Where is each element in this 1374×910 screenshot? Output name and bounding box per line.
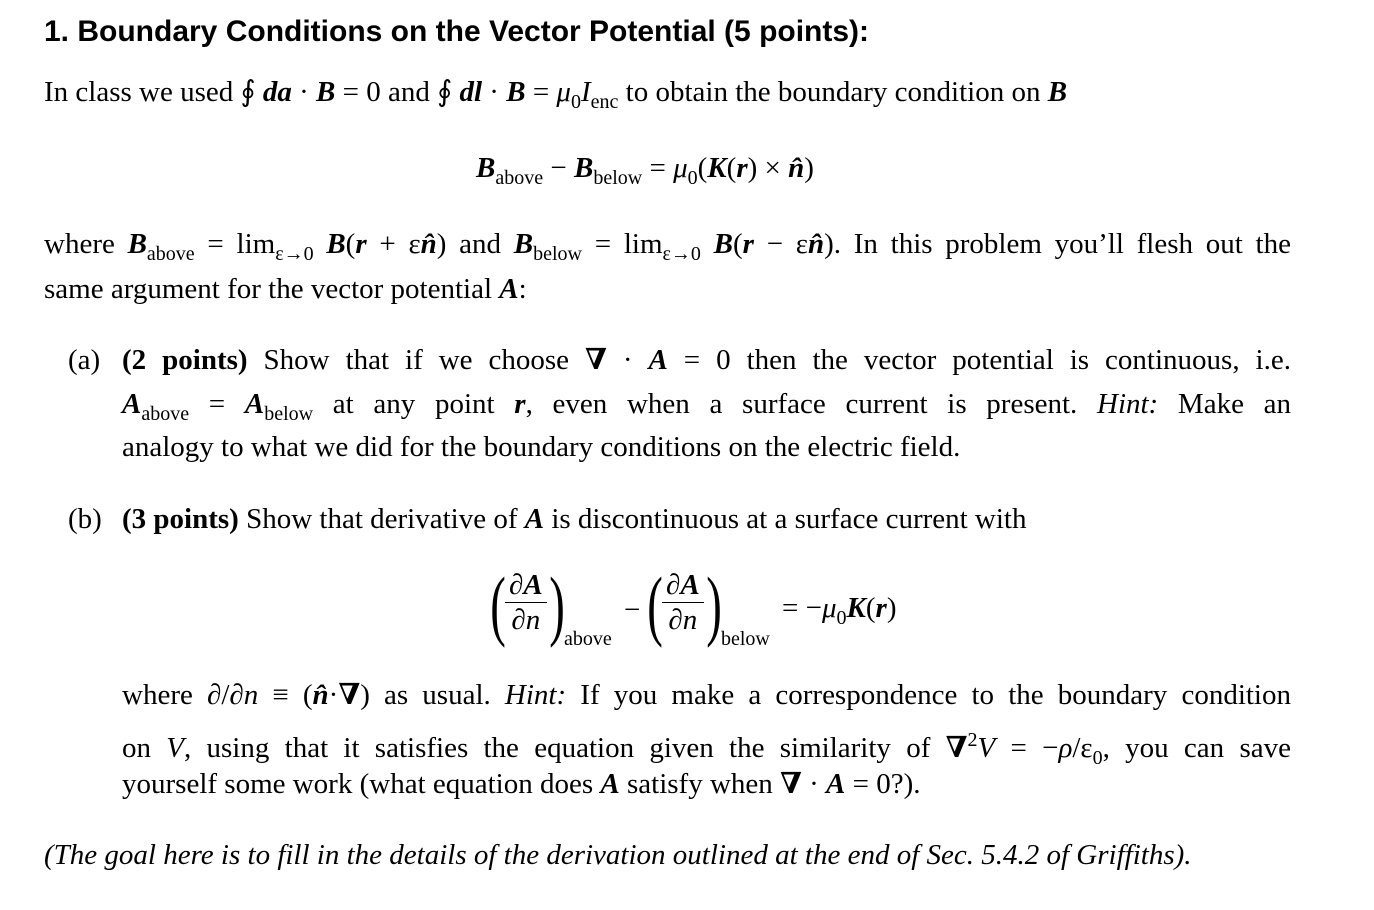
text-segment: r (875, 592, 887, 624)
part-b-line-4 (122, 764, 921, 804)
text-segment: B (127, 228, 147, 260)
text-segment: at any point (313, 388, 515, 420)
text-segment: ρ (1058, 732, 1073, 764)
text-segment: ( (726, 152, 737, 184)
text-segment: ( (733, 228, 743, 260)
part-b-line-2 (122, 675, 1291, 715)
text-segment: ) (804, 152, 814, 184)
text-segment: r (514, 388, 526, 420)
text-segment: r (355, 228, 367, 260)
text-segment: Hint: (504, 679, 567, 711)
text-segment: ( (865, 592, 876, 624)
text-segment: above (141, 403, 190, 425)
text-segment: ( (697, 152, 708, 184)
subscript-below: below (721, 628, 770, 650)
text-segment: ∇ (338, 679, 361, 711)
text-segment: = 0 then the vector potential is continuous, i.e. (667, 344, 1291, 376)
part-a-line-2 (122, 384, 1291, 424)
text-segment: = (642, 152, 674, 184)
text-segment: · (291, 76, 317, 108)
text-segment: Make an (1158, 388, 1292, 420)
text-segment: ∮ (240, 76, 263, 108)
text-segment: · (606, 344, 649, 376)
text-segment: Show that if we choose (247, 344, 585, 376)
text-segment: is discontinuous at a surface current with (544, 503, 1027, 535)
text-segment: , even when a surface current is present. (525, 388, 1097, 420)
text-segment: n (243, 679, 259, 711)
numerator: ∂A (505, 568, 547, 603)
text-segment: , you can save (1102, 732, 1291, 764)
text-segment: to obtain the boundary condition on (618, 76, 1048, 108)
text-segment: 0 (570, 91, 581, 113)
text-segment: satisfy when (619, 768, 781, 800)
text-segment: yourself some work (what equation does (122, 768, 601, 800)
text-segment: : (518, 273, 527, 305)
denominator: ∂n (668, 604, 698, 636)
text-segment: n̂ (420, 228, 437, 260)
text-segment: ∇ (780, 768, 802, 800)
text-segment: = lim (582, 228, 663, 260)
part-a-line-1 (122, 340, 1291, 380)
text-segment: ). In this problem you’ll flesh out the (824, 228, 1291, 260)
text-segment: μ (821, 592, 837, 624)
text-segment: Show that derivative of (238, 503, 525, 535)
text-segment: A (122, 388, 142, 420)
text-segment: · (328, 679, 339, 711)
text-segment: analogy to what we did for the boundary conditions on the electric field. (122, 431, 961, 463)
text-segment: − (543, 152, 574, 184)
text-segment: enc (590, 91, 619, 113)
minus-sign: − (624, 594, 641, 626)
text-segment: ε→0 (662, 243, 701, 265)
text-segment: = − (782, 592, 822, 624)
part-b-label: (b) (68, 503, 102, 535)
part-a-line-3 (122, 427, 960, 467)
footer-note: (The goal here is to fill in the details of the derivation outlined at the end of Sec. 5.4.2 of Griffiths). (44, 839, 1192, 871)
text-segment: B (573, 152, 594, 184)
equation-rhs (782, 588, 897, 628)
boundary-equation-b (476, 148, 814, 188)
subscript-above: above (564, 628, 612, 650)
text-segment: B (506, 76, 526, 108)
text-segment: n̂ (312, 679, 329, 711)
text-segment: 0 (836, 607, 847, 629)
text-segment: same argument for the vector potential (44, 273, 500, 305)
text-segment: ( (345, 228, 356, 260)
text-segment: below (533, 243, 583, 265)
text-segment: B (513, 228, 534, 260)
text-segment: ) and (436, 228, 514, 260)
text-segment: = 0?). (845, 768, 921, 800)
text-segment: r (742, 228, 754, 260)
text-segment: B (1047, 76, 1068, 108)
text-segment: + ε (366, 228, 421, 260)
text-segment: (3 points) (122, 503, 239, 535)
text-segment: K (707, 152, 727, 184)
text-segment: = − (995, 732, 1059, 764)
text-segment: B (713, 228, 733, 260)
text-segment: ∮ (437, 76, 460, 108)
text-segment (701, 228, 714, 260)
text-segment: where (44, 228, 128, 260)
text-segment: K (846, 592, 866, 624)
text-segment: below (593, 167, 643, 189)
right-paren: ) (706, 561, 722, 648)
right-paren: ) (549, 561, 565, 648)
text-segment (314, 228, 327, 260)
text-segment: n̂ (807, 228, 825, 260)
text-segment: ε→0 (275, 243, 314, 265)
numerator: ∂A (662, 568, 704, 603)
part-b-line-3 (122, 720, 1291, 769)
text-segment: V (166, 732, 184, 764)
text-segment: on (122, 732, 167, 764)
text-segment: 2 (967, 729, 978, 751)
text-segment: B (476, 152, 496, 184)
problem-title: 1. Boundary Conditions on the Vector Potential (5 points): (44, 15, 870, 48)
text-segment: · (801, 768, 827, 800)
intro-line-3 (44, 224, 1291, 264)
text-segment: Hint: (1097, 388, 1159, 420)
text-segment: μ (673, 152, 688, 184)
denominator: ∂n (511, 604, 541, 636)
text-segment: da (262, 76, 292, 108)
text-segment: A (524, 503, 545, 535)
fraction-above (505, 568, 547, 637)
text-segment: ) (886, 592, 897, 624)
text-segment: · (482, 76, 507, 108)
text-segment: If you make a correspondence to the boundary condition (566, 679, 1291, 711)
text-segment: , using that it satisfies the equation given the similarity of (184, 732, 946, 764)
text-segment: A (499, 273, 519, 305)
text-segment: V (977, 732, 996, 764)
fraction-below (662, 568, 704, 637)
text-segment: − ε (753, 228, 808, 260)
text-segment: A (600, 768, 620, 800)
text-segment: (2 points) (122, 344, 248, 376)
text-segment: In class we used (44, 76, 241, 108)
text-segment: below (264, 403, 314, 425)
text-segment: above (146, 243, 195, 265)
text-segment: /ε (1072, 732, 1093, 764)
text-segment: B (326, 228, 346, 260)
left-paren: ( (490, 561, 506, 648)
text-segment: B (316, 76, 336, 108)
text-segment: I (580, 76, 591, 108)
text-segment: μ (556, 76, 571, 108)
text-segment: A (648, 344, 668, 376)
part-b-line-1 (122, 499, 1027, 539)
text-segment: 0 (687, 167, 698, 189)
text-segment: dl (459, 76, 483, 108)
text-segment: r (736, 152, 748, 184)
text-segment: = 0 and (335, 76, 438, 108)
intro-line-4 (44, 269, 527, 309)
text-segment: = (525, 76, 557, 108)
text-segment: A (244, 388, 265, 420)
text-segment: A (826, 768, 846, 800)
text-segment: = lim (194, 228, 276, 260)
text-segment: ∇ (585, 344, 607, 376)
part-a-label: (a) (68, 344, 101, 376)
intro-line-1 (44, 72, 1067, 112)
text-segment: = (189, 388, 245, 420)
text-segment: ≡ ( (258, 679, 313, 711)
text-segment: ) as usual. (360, 679, 505, 711)
text-segment: ) × (747, 152, 789, 184)
left-paren: ( (647, 561, 663, 648)
text-segment: 0 (1092, 747, 1103, 769)
text-segment: ∇ (945, 732, 968, 764)
text-segment: n̂ (788, 152, 805, 184)
text-segment: above (495, 167, 544, 189)
text-segment: where ∂/∂ (122, 679, 244, 711)
